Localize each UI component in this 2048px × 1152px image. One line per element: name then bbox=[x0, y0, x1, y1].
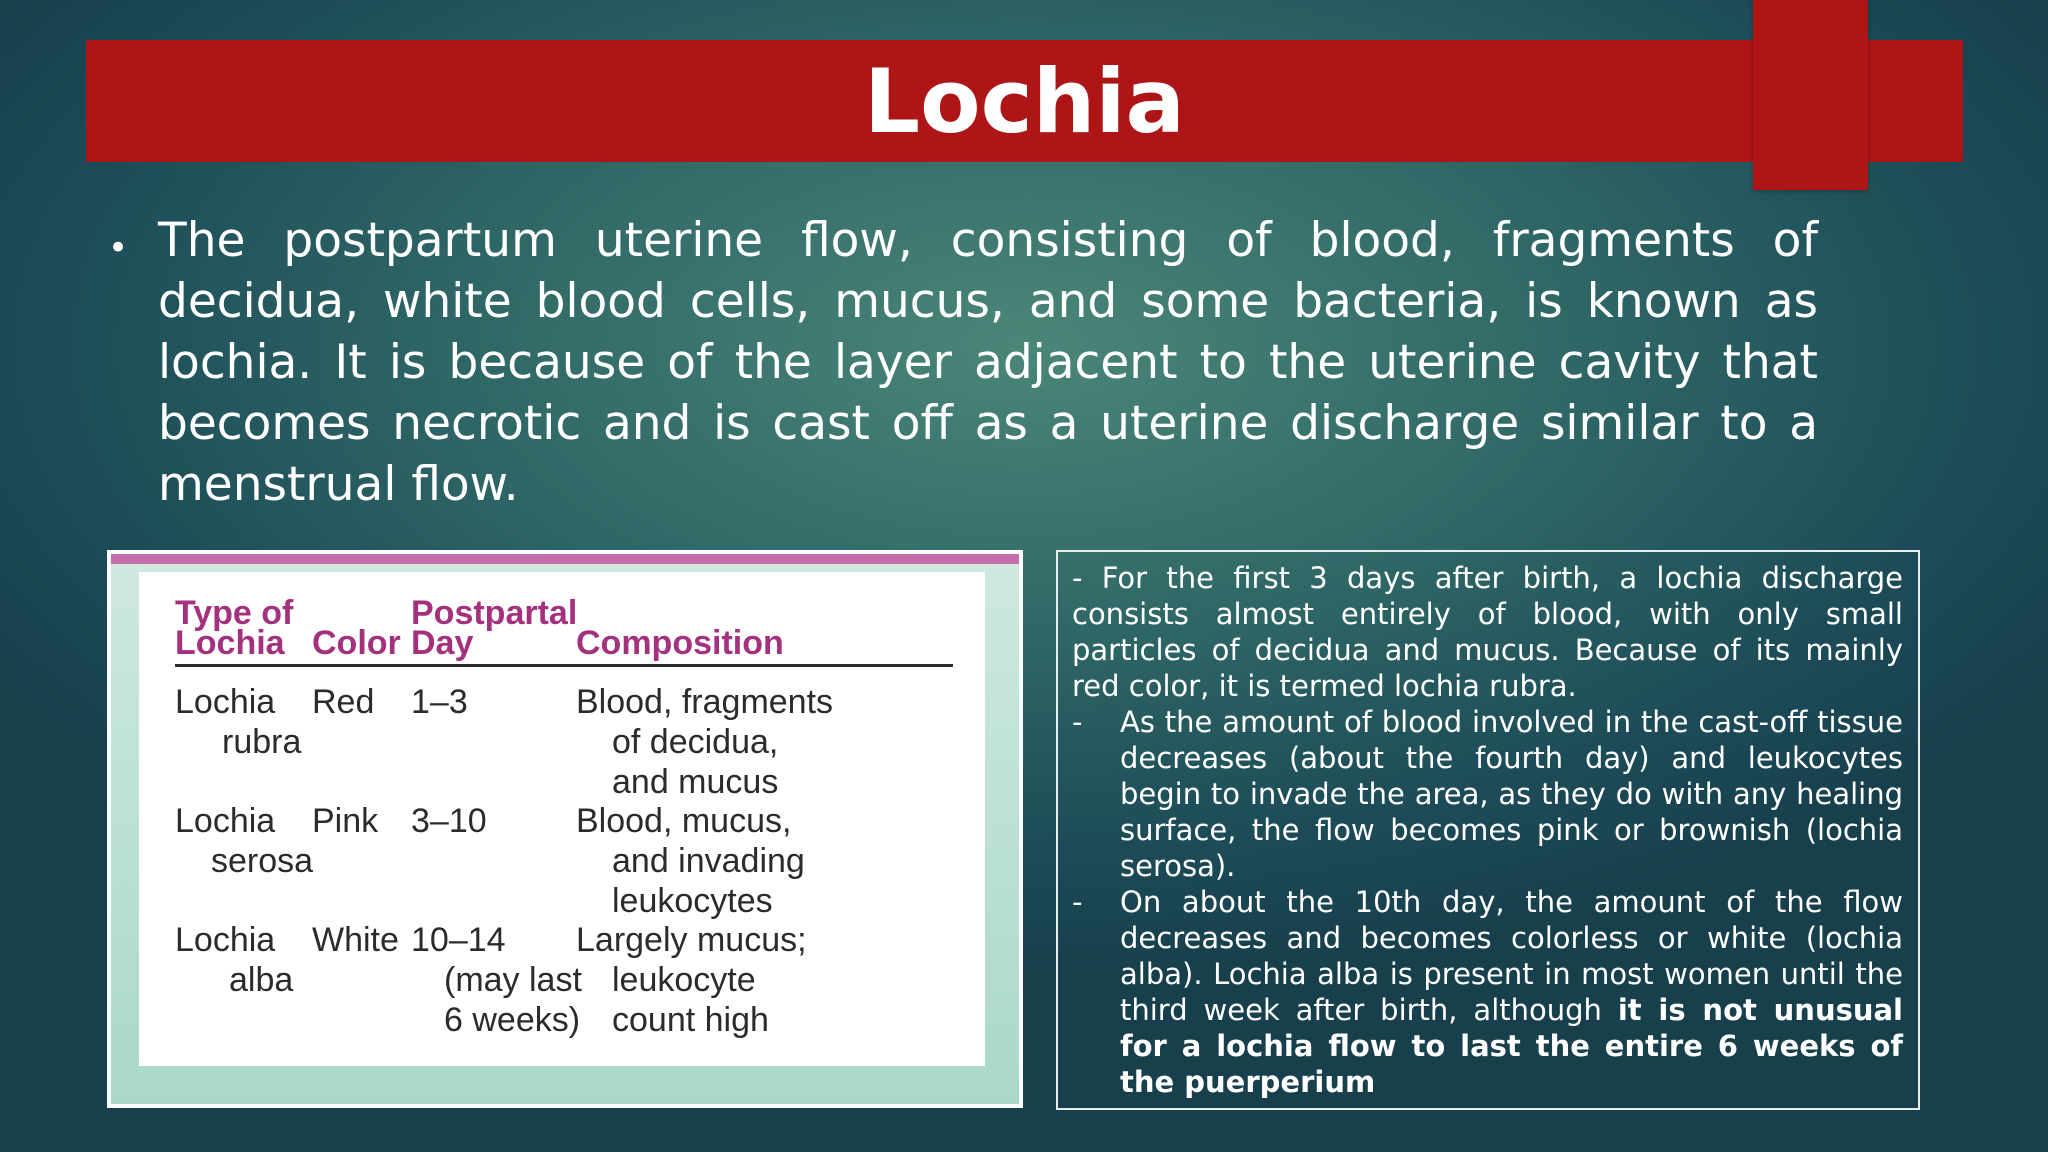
row2-composition-line2: and invading bbox=[612, 842, 805, 880]
row3-type-line2: alba bbox=[229, 961, 294, 999]
dash-marker: - bbox=[1072, 705, 1083, 739]
row2-type-line1: Lochia bbox=[175, 802, 276, 840]
row2-composition-line1: Blood, mucus, bbox=[576, 802, 792, 840]
notes-intro: - For the first 3 days after birth, a lochia discharge consists almost entirely of blood, with only small particles of decidua and mucus. Because of its mainly red color, it is termed lochia rubra. bbox=[1072, 561, 1903, 703]
row1-day: 1–3 bbox=[411, 683, 468, 721]
bullet-dot-icon: • bbox=[108, 228, 129, 268]
row3-day-line2: (may last bbox=[444, 961, 582, 999]
row2-day: 3–10 bbox=[411, 802, 487, 840]
row1-composition-line1: Blood, fragments bbox=[576, 683, 834, 721]
row2-type-line2: serosa bbox=[211, 842, 314, 880]
notes-item-2 bbox=[1072, 884, 1903, 1100]
row3-day-line3: 6 weeks) bbox=[444, 1001, 581, 1039]
lochia-table-image bbox=[107, 550, 1023, 1108]
table-top-line bbox=[111, 554, 1019, 564]
notes-text-box bbox=[1056, 550, 1920, 1110]
row3-color: White bbox=[312, 921, 399, 959]
row3-composition-line3: count high bbox=[612, 1001, 769, 1039]
row1-type-line1: Lochia bbox=[175, 683, 276, 721]
notes-item-2-bold: it is not unusual for a lochia flow to last the entire 6 weeks of the puerperium bbox=[1120, 993, 1904, 1099]
row3-day-line1: 10–14 bbox=[411, 921, 506, 959]
row1-composition-line3: and mucus bbox=[612, 763, 779, 801]
header-type-line2: Lochia bbox=[175, 624, 285, 662]
notes-item-1 bbox=[1072, 704, 1903, 884]
header-day-line2: Day bbox=[411, 624, 474, 662]
bullet-text: The postpartum uterine flow, consisting of blood, fragments of decidua, white blood cells, mucus, and some bacteria, is known as lochia. It is because of the layer adjacent to the uterine cavity that becomes necrotic and is cast off as a uterine discharge similar to a menstrual flow. bbox=[158, 213, 1818, 512]
row3-composition-line2: leukocyte bbox=[612, 961, 756, 999]
header-color: Color bbox=[312, 624, 401, 662]
slide-title: Lochia bbox=[864, 49, 1185, 153]
header-day-line1: Postpartal bbox=[411, 594, 578, 632]
dash-marker: - bbox=[1072, 885, 1083, 919]
row1-composition-line2: of decidua, bbox=[612, 723, 779, 761]
bullet-point bbox=[108, 210, 1818, 515]
row3-composition-line1: Largely mucus; bbox=[576, 921, 807, 959]
row1-type-line2: rubra bbox=[222, 723, 302, 761]
header-composition: Composition bbox=[576, 624, 784, 662]
row2-composition-line3: leukocytes bbox=[612, 882, 773, 920]
notes-item-2-text: On about the 10th day, the amount of the flow decreases and becomes colorless or white (lochia alba). Lochia alba is present in most women until the third week after birth, although bbox=[1120, 885, 1903, 1027]
lochia-table bbox=[139, 572, 985, 1066]
row2-color: Pink bbox=[312, 802, 379, 840]
header-type-line1: Type of bbox=[175, 594, 294, 632]
header-rule bbox=[175, 664, 953, 667]
notes-item-1-text: As the amount of blood involved in the cast-off tissue decreases (about the fourth day) and leukocytes begin to invade the area, as they do with any healing surface, the flow becomes pink or brownish (lochia serosa). bbox=[1120, 705, 1903, 883]
row3-type-line1: Lochia bbox=[175, 921, 276, 959]
row1-color: Red bbox=[312, 683, 375, 721]
